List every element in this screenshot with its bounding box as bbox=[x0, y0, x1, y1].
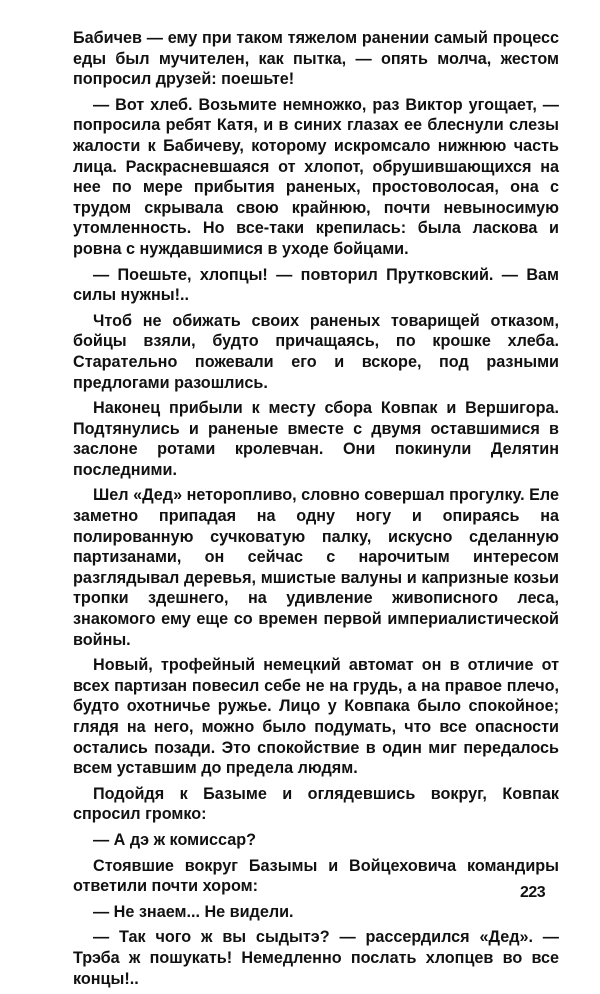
page-number: 223 bbox=[520, 884, 546, 901]
paragraph-12: — Так чого ж вы сыдытэ? — рассердился «Дед». — Трэба ж пошукать! Немедленно послать хлопцев во все концы!.. bbox=[73, 928, 559, 988]
page-body bbox=[73, 28, 559, 994]
paragraph-10: Стоявшие вокруг Базымы и Войцеховича командиры ответили почти хором: bbox=[73, 856, 559, 896]
paragraph-11: — Не знаем... Не видели. bbox=[93, 902, 294, 921]
paragraph-8: Подойдя к Базыме и оглядевшись вокруг, Ковпак спросил громко: bbox=[73, 784, 559, 824]
paragraph-2: — Вот хлеб. Возьмите немножко, раз Виктор угощает, — попросила ребят Катя, и в синих глазах ее блеснули слезы жалости к Бабичеву, которому искромсало нижнюю часть лица. Раскрасневшаяся от хлопот, обрушившающихся на нее по мере прибытия раненых, простоволосая, она с трудом скрывала свою крайнюю, почти невыносимую утомленность. Но все-таки крепилась: была ласкова и ровна с нуждавшимися в уходе бойцами. bbox=[73, 95, 559, 258]
paragraph-7: Новый, трофейный немецкий автомат он в отличие от всех партизан повесил себе не на грудь, а на правое плечо, будто охотничье ружье. Лицо у Ковпака было спокойное; глядя на него, можно было подумать, что все опасности остались позади. Это спокойствие в один миг передалось всем уставшим до предела людям. bbox=[73, 656, 559, 778]
paragraph-4: Чтоб не обижать своих раненых товарищей отказом, бойцы взяли, будто причащаясь, по крошке хлеба. Старательно пожевали его и вскоре, под разными предлогами разошлись. bbox=[73, 311, 559, 392]
paragraph-1: Бабичев — ему при таком тяжелом ранении самый процесс еды был мучителен, как пытка, — опять молча, жестом попросил друзей: поешьте! bbox=[73, 29, 559, 89]
paragraph-5: Наконец прибыли к месту сбора Ковпак и Вершигора. Подтянулись и раненые вместе с двумя оставшимися в заслоне ротами кролевчан. Они покинули Делятин последними. bbox=[73, 399, 559, 479]
paragraph-9: — А дэ ж комиссар? bbox=[93, 830, 257, 849]
paragraph-6: Шел «Дед» неторопливо, словно совершал прогулку. Еле заметно припадая на одну ногу и опираясь на полированную сучковатую палку, искусно сделанную партизанами, он сейчас с нарочитым интересом разглядывал деревья, мшистые валуны и капризные козьи тропки здешнего, на удивление живописного леса, знакомого ему еще со времен первой империалистической войны. bbox=[73, 486, 559, 649]
paragraph-3: — Поешьте, хлопцы! — повторил Прутковский. — Вам силы нужны!.. bbox=[73, 265, 559, 305]
